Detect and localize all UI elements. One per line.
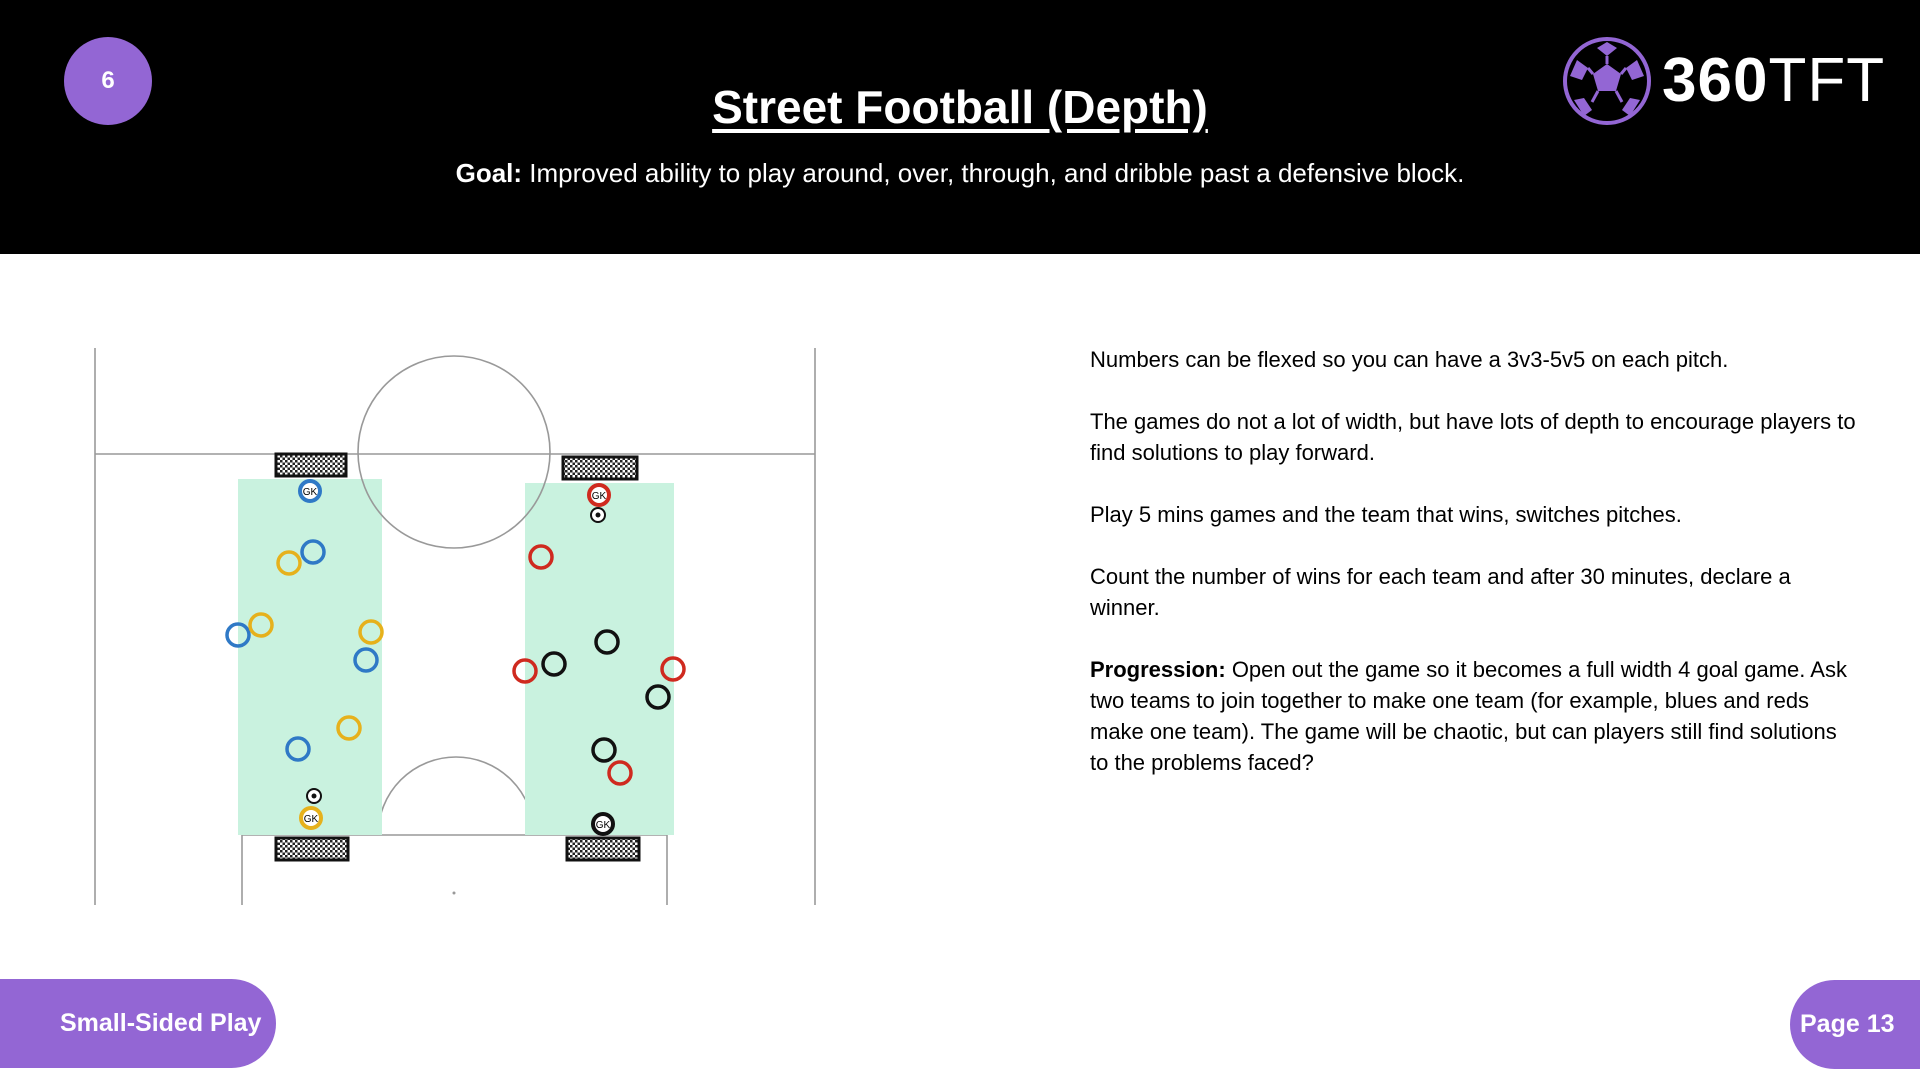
- goal-text: Improved ability to play around, over, through, and dribble past a defensive block.: [522, 158, 1465, 188]
- goal-bottom-left: [276, 838, 348, 860]
- goalkeeper-black: [593, 814, 613, 834]
- brand-name: [1662, 46, 1885, 116]
- note-paragraph: The games do not a lot of width, but have lots of depth to encourage players to find solutions to play forward.: [1090, 409, 1856, 465]
- soccer-ball-icon: [1562, 36, 1652, 126]
- center-spot: [453, 892, 456, 895]
- note-paragraph: Play 5 mins games and the team that wins, switches pitches.: [1090, 502, 1682, 527]
- brand-name-light: TFT: [1768, 46, 1886, 115]
- goal-top-left: [276, 454, 346, 476]
- ball-bottom-left: [307, 789, 321, 803]
- progression-paragraph: [1090, 654, 1860, 778]
- goal-top-right: [563, 457, 637, 479]
- section-label-pill: [0, 979, 276, 1068]
- center-circle: [358, 356, 550, 548]
- gk-label: GK: [591, 491, 607, 502]
- coaching-notes: [1090, 344, 1860, 809]
- pitch-lines: [95, 348, 815, 905]
- step-number: 6: [101, 67, 115, 94]
- header-bar: [0, 0, 1920, 254]
- gk-label: GK: [302, 487, 318, 498]
- progression-label: Progression:: [1090, 657, 1226, 682]
- right-pitch-zone: [525, 483, 674, 835]
- ball-top-right: [591, 508, 605, 522]
- pitch-diagram: [90, 345, 820, 910]
- progression-text: Open out the game so it becomes a full width 4 goal game. Ask two teams to join together to make one team (for example, blues and reds make one team). The game will be chaotic, but can players still find solutions to the problems faced?: [1090, 657, 1847, 775]
- goalkeeper-blue: [300, 481, 320, 501]
- note-paragraph: Count the number of wins for each team and after 30 minutes, declare a winner.: [1090, 564, 1791, 620]
- goal-bottom-right: [567, 838, 639, 860]
- goalkeeper-yellow: [301, 808, 321, 828]
- goalkeeper-red: [589, 485, 609, 505]
- note-paragraph: Numbers can be flexed so you can have a 3v3-5v5 on each pitch.: [1090, 347, 1729, 372]
- page-number-pill: [1790, 980, 1920, 1069]
- gk-label: GK: [303, 814, 319, 825]
- brand-name-bold: 360: [1662, 46, 1769, 115]
- goal-line: [0, 158, 1920, 189]
- page-title: Street Football (Depth): [712, 81, 1208, 133]
- gk-label: GK: [595, 820, 611, 831]
- page-number: Page 13: [1800, 1010, 1895, 1038]
- left-pitch-zone: [238, 479, 382, 835]
- brand-logo: [1562, 36, 1892, 126]
- section-label: Small-Sided Play: [60, 1009, 262, 1037]
- goal-label: Goal:: [455, 158, 523, 188]
